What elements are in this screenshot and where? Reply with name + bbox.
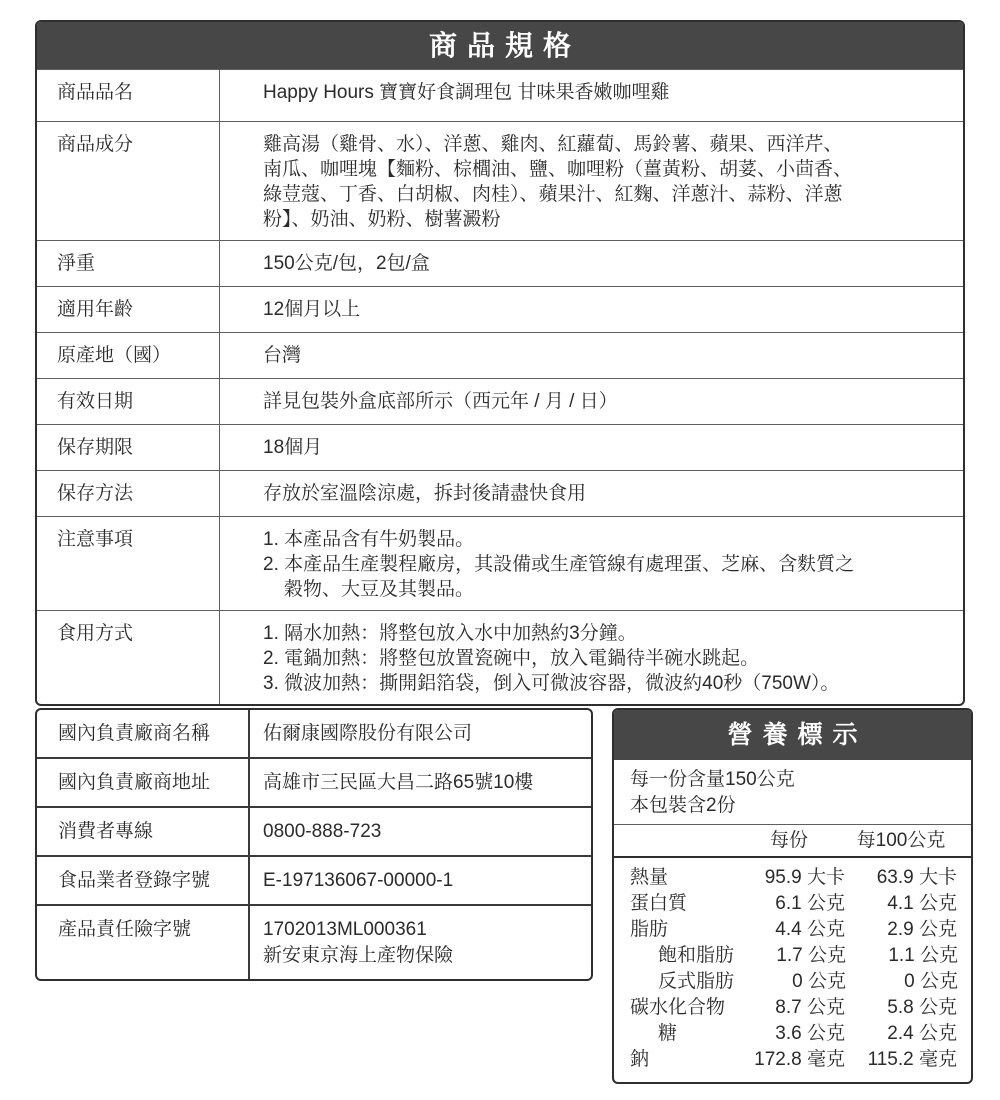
note-line: 2. 本產品生產製程廠房，其設備或生產管線有處理蛋、芝麻、含麩質之 xyxy=(263,554,855,575)
nutrition-row-sugar: 糖 3.6 公克 2.4 公克 xyxy=(658,1023,957,1044)
per-100g-header: 每100公克 xyxy=(856,830,946,851)
spec-row-label: 原產地（國） xyxy=(37,333,220,378)
usage-line: 1. 隔水加熱：將整包放入水中加熱約3分鐘。 xyxy=(263,623,637,644)
spec-row-origin xyxy=(37,332,963,378)
spec-row-label: 適用年齡 xyxy=(37,287,220,332)
spec-row-notes xyxy=(37,516,963,610)
spec-row-value xyxy=(220,611,963,704)
spec-row-label: 食用方式 xyxy=(37,611,220,704)
company-row-label: 食品業者登錄字號 xyxy=(37,857,250,904)
spec-row-net-weight xyxy=(37,240,963,286)
spec-row-expiry-date xyxy=(37,378,963,424)
spec-row-value: 150公克/包，2包/盒 xyxy=(263,253,430,274)
spec-row-shelf-life xyxy=(37,424,963,470)
company-row-label: 消費者專線 xyxy=(37,808,250,855)
serving-info xyxy=(614,760,971,825)
spec-row-label: 商品品名 xyxy=(37,70,220,121)
company-row-address xyxy=(37,757,591,806)
spec-row-value: Happy Hours 寶寶好食調理包 甘味果香嫩咖哩雞 xyxy=(263,82,670,103)
nutrition-rows xyxy=(614,858,971,1082)
usage-line: 2. 電鍋加熱：將整包放置瓷碗中，放入電鍋待半碗水跳起。 xyxy=(263,648,760,669)
nutrition-row-trans-fat: 反式脂肪 0 公克 0 公克 xyxy=(658,971,959,992)
nutrition-header-spacer xyxy=(630,828,733,853)
insurance-line: 新安東京海上產物保險 xyxy=(263,945,454,966)
spec-row-storage xyxy=(37,470,963,516)
serving-size: 每一份含量150公克 xyxy=(630,769,795,790)
usage-line: 3. 微波加熱：撕開鋁箔袋，倒入可微波容器，微波約40秒（750W）。 xyxy=(263,673,840,694)
nutrition-row-carbohydrate: 碳水化合物 8.7 公克 5.8 公克 xyxy=(630,997,957,1018)
nutrition-row-protein: 蛋白質 6.1 公克 4.1 公克 xyxy=(630,893,957,914)
company-row-insurance xyxy=(37,904,591,979)
spec-row-usage xyxy=(37,610,963,704)
company-row-label: 國內負責廠商地址 xyxy=(37,759,250,806)
nutrition-row-fat: 脂肪 4.4 公克 2.9 公克 xyxy=(630,919,957,940)
nutrition-row-sodium: 鈉 172.8 毫克 115.2 毫克 xyxy=(630,1049,957,1070)
servings-per-pack: 本包裝含2份 xyxy=(630,795,736,816)
spec-table-title: 商品規格 xyxy=(37,22,963,69)
spec-row-age xyxy=(37,286,963,332)
spec-row-value xyxy=(220,517,963,610)
company-row-value: 佑爾康國際股份有限公司 xyxy=(263,723,473,744)
per-serving-header: 每份 xyxy=(769,830,808,851)
spec-row-value: 台灣 xyxy=(263,345,302,366)
note-line: 1. 本產品含有牛奶製品。 xyxy=(263,529,475,550)
spec-row-label: 商品成分 xyxy=(37,122,220,240)
ingredients-line: 粉】、奶油、奶粉、樹薯澱粉 xyxy=(263,209,501,230)
ingredients-line: 南瓜、咖哩塊【麵粉、棕櫚油、鹽、咖哩粉（薑黃粉、胡荽、小茴香、 xyxy=(263,159,853,180)
ingredients-line: 雞高湯（雞骨、水）、洋蔥、雞肉、紅蘿蔔、馬鈴薯、蘋果、西洋芹、 xyxy=(263,134,843,155)
product-spec-table xyxy=(35,20,965,706)
ingredients-line: 綠荳蔻、丁香、白胡椒、肉桂）、蘋果汁、紅麴、洋蔥汁、蒜粉、洋蔥 xyxy=(263,184,843,205)
company-row-label: 產品責任險字號 xyxy=(37,906,250,979)
spec-row-value: 存放於室溫陰涼處，拆封後請盡快食用 xyxy=(263,483,587,504)
nutrition-row-calories: 熱量 95.9 大卡 63.9 大卡 xyxy=(630,867,957,888)
note-line: 穀物、大豆及其製品。 xyxy=(284,579,475,600)
spec-row-ingredients xyxy=(37,121,963,240)
spec-row-value: 詳見包裝外盒底部所示（西元年 / 月 / 日） xyxy=(263,391,618,412)
company-info-table xyxy=(35,708,593,981)
company-row-value xyxy=(250,906,591,979)
nutrition-title: 營養標示 xyxy=(614,710,971,760)
nutrition-row-saturated-fat: 飽和脂肪 1.7 公克 1.1 公克 xyxy=(658,945,959,966)
company-row-value: 0800-888-723 xyxy=(263,821,382,842)
spec-row-value: 18個月 xyxy=(263,437,323,458)
nutrition-column-headers xyxy=(614,825,971,858)
spec-row-value xyxy=(220,122,963,240)
company-row-registration xyxy=(37,855,591,904)
spec-row-label: 保存期限 xyxy=(37,425,220,470)
spec-row-label: 有效日期 xyxy=(37,379,220,424)
company-row-hotline xyxy=(37,806,591,855)
spec-row-label: 淨重 xyxy=(37,241,220,286)
insurance-line: 1702013ML000361 xyxy=(263,919,427,940)
nutrition-table xyxy=(612,708,973,1084)
company-row-value: 高雄市三民區大昌二路65號10樓 xyxy=(263,772,534,793)
company-row-label: 國內負責廠商名稱 xyxy=(37,710,250,757)
spec-row-value: 12個月以上 xyxy=(263,299,361,320)
company-row-value: E-197136067-00000-1 xyxy=(263,870,454,891)
spec-row-product-name xyxy=(37,69,963,121)
spec-row-label: 保存方法 xyxy=(37,471,220,516)
company-row-name xyxy=(37,710,591,757)
spec-row-label: 注意事項 xyxy=(37,517,220,610)
